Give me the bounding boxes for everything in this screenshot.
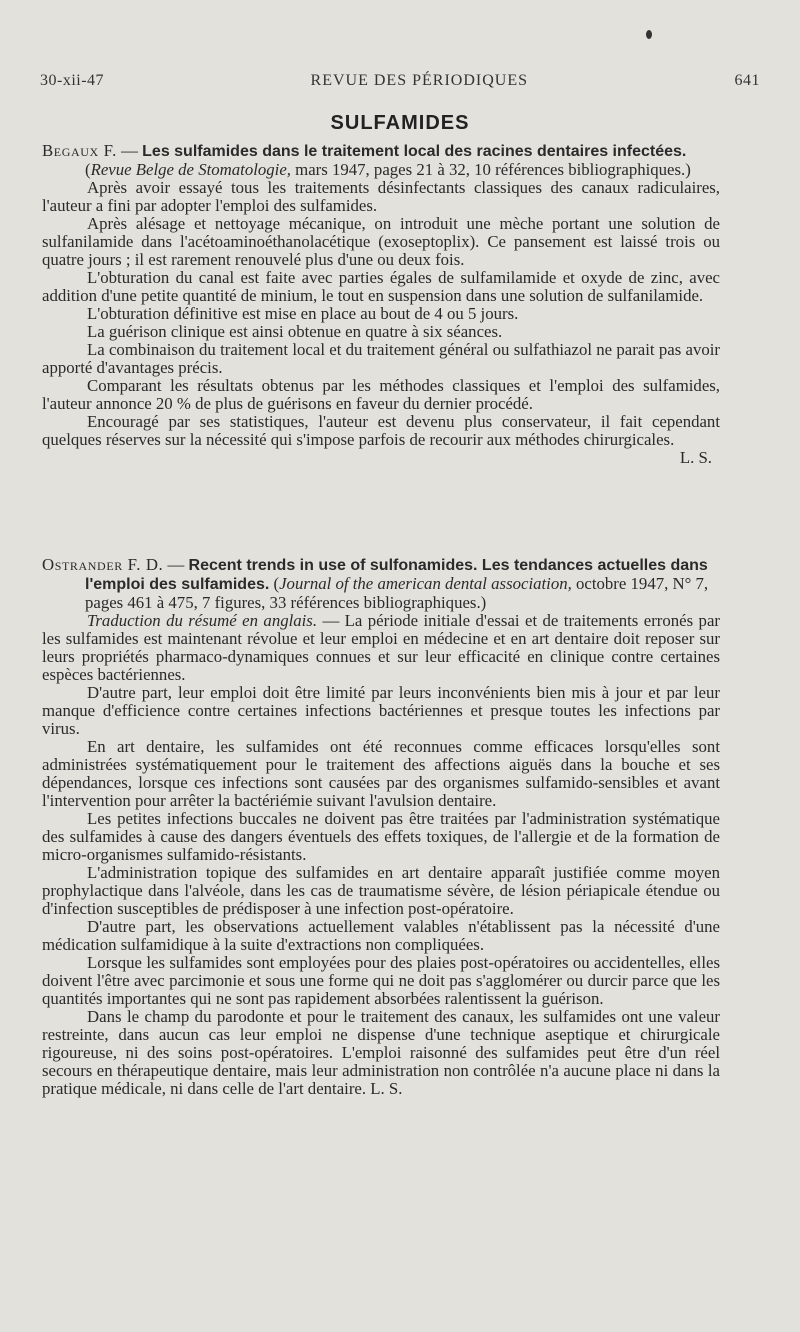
header-date: 30-xii-47: [40, 72, 105, 89]
article-2-journal: Journal of the american dental association,: [279, 574, 572, 593]
article-2-paragraph: D'autre part, leur emploi doit être limité par leurs inconvénients bien mis à jour et par leur manque d'efficience contre certaines infections bactériennes et presque toutes les infections par virus.: [42, 683, 720, 738]
article-1-reference: [42, 142, 720, 179]
page-number: 641: [734, 72, 760, 89]
article-1-last-paragraph-text: Encouragé par ses statistiques, l'auteur est devenu plus conservateur, il fait cependant quelques réserves sur la nécessité qui s'impose parfois de recourir aux méthodes chirurgicales.: [42, 412, 720, 449]
header-journal-title: REVUE DES PÉRIODIQUES: [310, 72, 528, 89]
article-1-author: Begaux F.: [42, 141, 117, 160]
article-2-paragraph: D'autre part, les observations actuellement valables n'établissent pas la nécessité d'une médication sulfamidique à la suite d'extractions non compliquées.: [42, 917, 720, 954]
article-2-intro-label: Traduction du résumé en anglais.: [87, 611, 318, 630]
article-1: [42, 142, 720, 467]
article-2-paragraph: Lorsque les sulfamides sont employées pour des plaies post-opératoires ou accidentelles, elles doivent l'être avec parcimonie et sous une forme qui ne doit pas s'agglomérer ou durcir parce que les quantités importantes qui ne sont pas rapidement absorbées ralentissent la guérison.: [42, 953, 720, 1008]
ink-mark: [646, 30, 652, 39]
article-1-dash: —: [116, 141, 143, 160]
article-1-paragraph: Comparant les résultats obtenus par les méthodes classiques et l'emploi des sulfamides, l'auteur annonce 20 % de plus de guérisons en faveur du dernier procédé.: [42, 376, 720, 413]
article-1-paragraph: La combinaison du traitement local et du traitement général ou sulfathiazol ne parait pas avoir apporté d'avantages précis.: [42, 340, 720, 377]
article-1-paragraph: Après alésage et nettoyage mécanique, on introduit une mèche portant une solution de sulfanilamide dans l'acétoaminoéthanolacétique (exoseptoplix). Ce pansement est laissé trois ou quatre jours ; il est rarement renouvelé plus d'une ou deux fois.: [42, 214, 720, 269]
article-2-dash: —: [163, 555, 189, 574]
article-2-paragraph: L'administration topique des sulfamides en art dentaire apparaît justifiée comme moyen prophylactique dans l'alvéole, dans les cas de traumatisme sévère, de lésion périapicale étendue ou d'infection susceptibles de prédisposer à une infection post-opératoire.: [42, 863, 720, 918]
article-2: [42, 556, 720, 1098]
section-title: SULFAMIDES: [330, 112, 470, 134]
article-2-author: Ostrander F. D.: [42, 555, 164, 574]
article-1-paragraph: La guérison clinique est ainsi obtenue en quatre à six séances.: [87, 322, 503, 341]
article-2-paragraph: Dans le champ du parodonte et pour le traitement des canaux, les sulfamides ont une valeur restreinte, dans aucun cas leur emploi ne dispense d'une technique aseptique et chirurgicale rigoureuse, ni des soins post-opératoires. L'emploi raisonné des sulfamides peut être d'un réel secours en thérapeutique dentaire, mais leur administration non contrôlée n'a aucune place ni dans la pratique médicale, ni dans celle de l'art dentaire. L. S.: [42, 1007, 720, 1098]
article-2-paragraph: En art dentaire, les sulfamides ont été reconnues comme efficaces lorsqu'elles sont administrées systématiquement pour le traitement des affections aiguës dans la bouche et ses dépendances, lorsque ces infections sont causées par des organismes sulfamido-sensibles et avant l'intervention pour arrêter la bactériémie suivant l'avulsion dentaire.: [42, 737, 720, 810]
article-2-ref-details: octobre 1947, N° 7, pages 461 à 475, 7 figures, 33 références bibliographiques.): [85, 574, 709, 612]
article-2-intro: [42, 612, 720, 684]
article-1-ref-details: mars 1947, pages 21 à 32, 10 références bibliographiques.): [290, 160, 691, 179]
article-1-paragraph: L'obturation du canal est faite avec parties égales de sulfamilamide et oxyde de zinc, avec addition d'une petite quantité de minium, le tout en suspension dans une solution de sulfanilamide.: [42, 268, 720, 305]
article-1-title: Les sulfamides dans le traitement local des racines dentaires infectées.: [142, 143, 687, 160]
article-2-title: Recent trends in use of sulfonamides. Les tendances actuelles dans l'emploi des sulfamides.: [85, 557, 708, 593]
article-1-paragraph: L'obturation définitive est mise en place au bout de 4 ou 5 jours.: [87, 304, 519, 323]
article-2-reference: [42, 556, 720, 612]
article-2-intro-text: — La période initiale d'essai et de traitements erronés par les sulfamides est maintenant révolue et leur emploi en médecine et en art dentaire doit reposer sur leurs propriétés pharmaco-dynamiques connues et sur leur efficacité en clinique contre certaines espèces bactériennes.: [42, 611, 720, 684]
article-2-paragraph: Les petites infections buccales ne doivent pas être traitées par l'administration systématique des sulfamides à cause des dangers éventuels des effets toxiques, de l'allergie et de la formation de micro-organismes sulfamido-résistants.: [42, 809, 720, 864]
article-1-paragraph: [42, 412, 720, 467]
article-1-paragraph: Après avoir essayé tous les traitements désinfectants classiques des canaux radiculaires, l'auteur a fini par adopter l'emploi des sulfamides.: [42, 178, 720, 215]
article-1-ref-open: (: [85, 160, 91, 179]
running-header: [40, 72, 760, 90]
article-1-journal: Revue Belge de Stomatologie,: [90, 160, 291, 179]
article-1-signature: L. S.: [679, 448, 712, 467]
article-2-ref-open: (: [269, 574, 280, 593]
